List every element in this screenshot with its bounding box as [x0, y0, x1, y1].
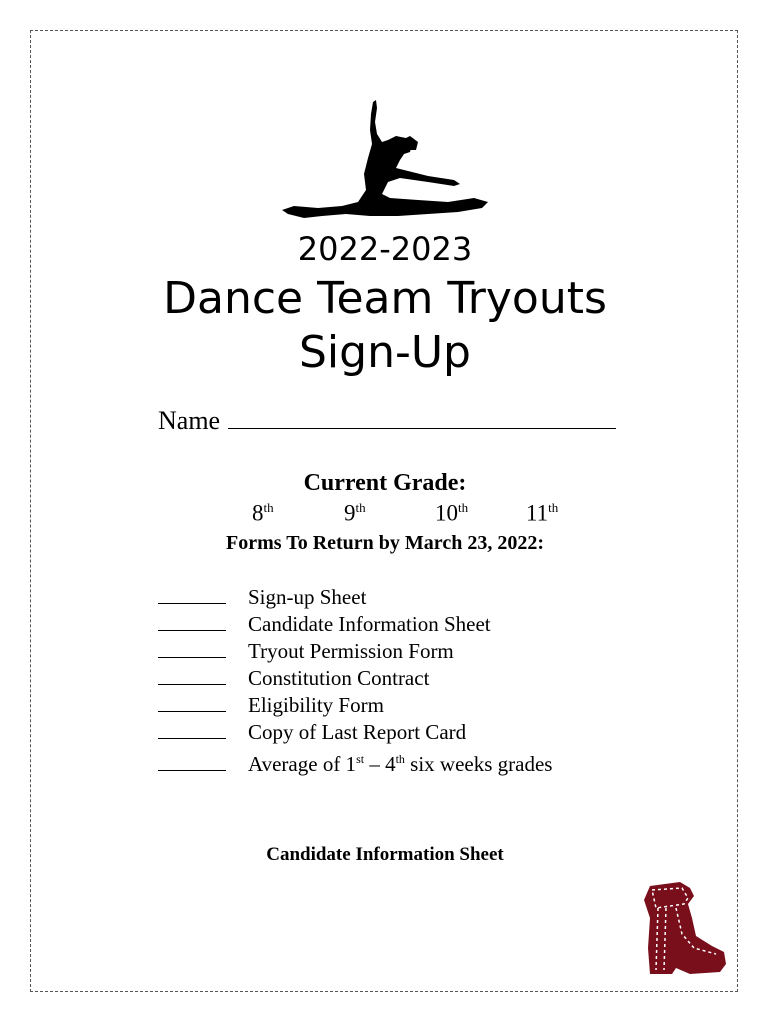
forms-heading: Forms To Return by March 23, 2022:	[226, 532, 544, 554]
dancer-silhouette-icon	[278, 98, 492, 222]
name-blank-line[interactable]	[228, 406, 616, 429]
checklist-item: Candidate Information Sheet	[158, 611, 552, 638]
checklist-item: Copy of Last Report Card	[158, 719, 552, 746]
forms-checklist	[158, 584, 553, 776]
check-blank[interactable]	[158, 720, 226, 739]
title-line-1: Dance Team Tryouts	[163, 273, 607, 324]
candidate-info-heading: Candidate Information Sheet	[266, 844, 504, 865]
boot-shape	[644, 882, 726, 974]
check-blank[interactable]	[158, 612, 226, 631]
check-blank[interactable]	[158, 666, 226, 685]
page-title	[0, 272, 770, 380]
check-blank[interactable]	[158, 693, 226, 712]
check-blank[interactable]	[158, 639, 226, 658]
grade-option-9[interactable]: 9th	[344, 500, 366, 526]
grade-option-10[interactable]: 10th	[435, 500, 469, 526]
grade-heading: Current Grade:	[303, 470, 467, 496]
name-field[interactable]	[158, 406, 616, 436]
check-blank[interactable]	[158, 752, 226, 771]
glitter-boot-icon	[636, 878, 732, 978]
check-blank[interactable]	[158, 585, 226, 604]
checklist-item: Sign-up Sheet	[158, 584, 552, 611]
name-label: Name	[158, 406, 221, 435]
grade-option-11[interactable]: 11th	[526, 500, 559, 526]
checklist-item: Tryout Permission Form	[158, 638, 552, 665]
checklist-item: Eligibility Form	[158, 692, 552, 719]
grade-option-8[interactable]: 8th	[252, 500, 274, 526]
checklist-item: Constitution Contract	[158, 665, 552, 692]
season-year: 2022-2023	[297, 230, 473, 268]
checklist-item: Average of 1st – 4th six weeks grades	[158, 746, 552, 773]
title-line-2: Sign-Up	[299, 327, 471, 378]
